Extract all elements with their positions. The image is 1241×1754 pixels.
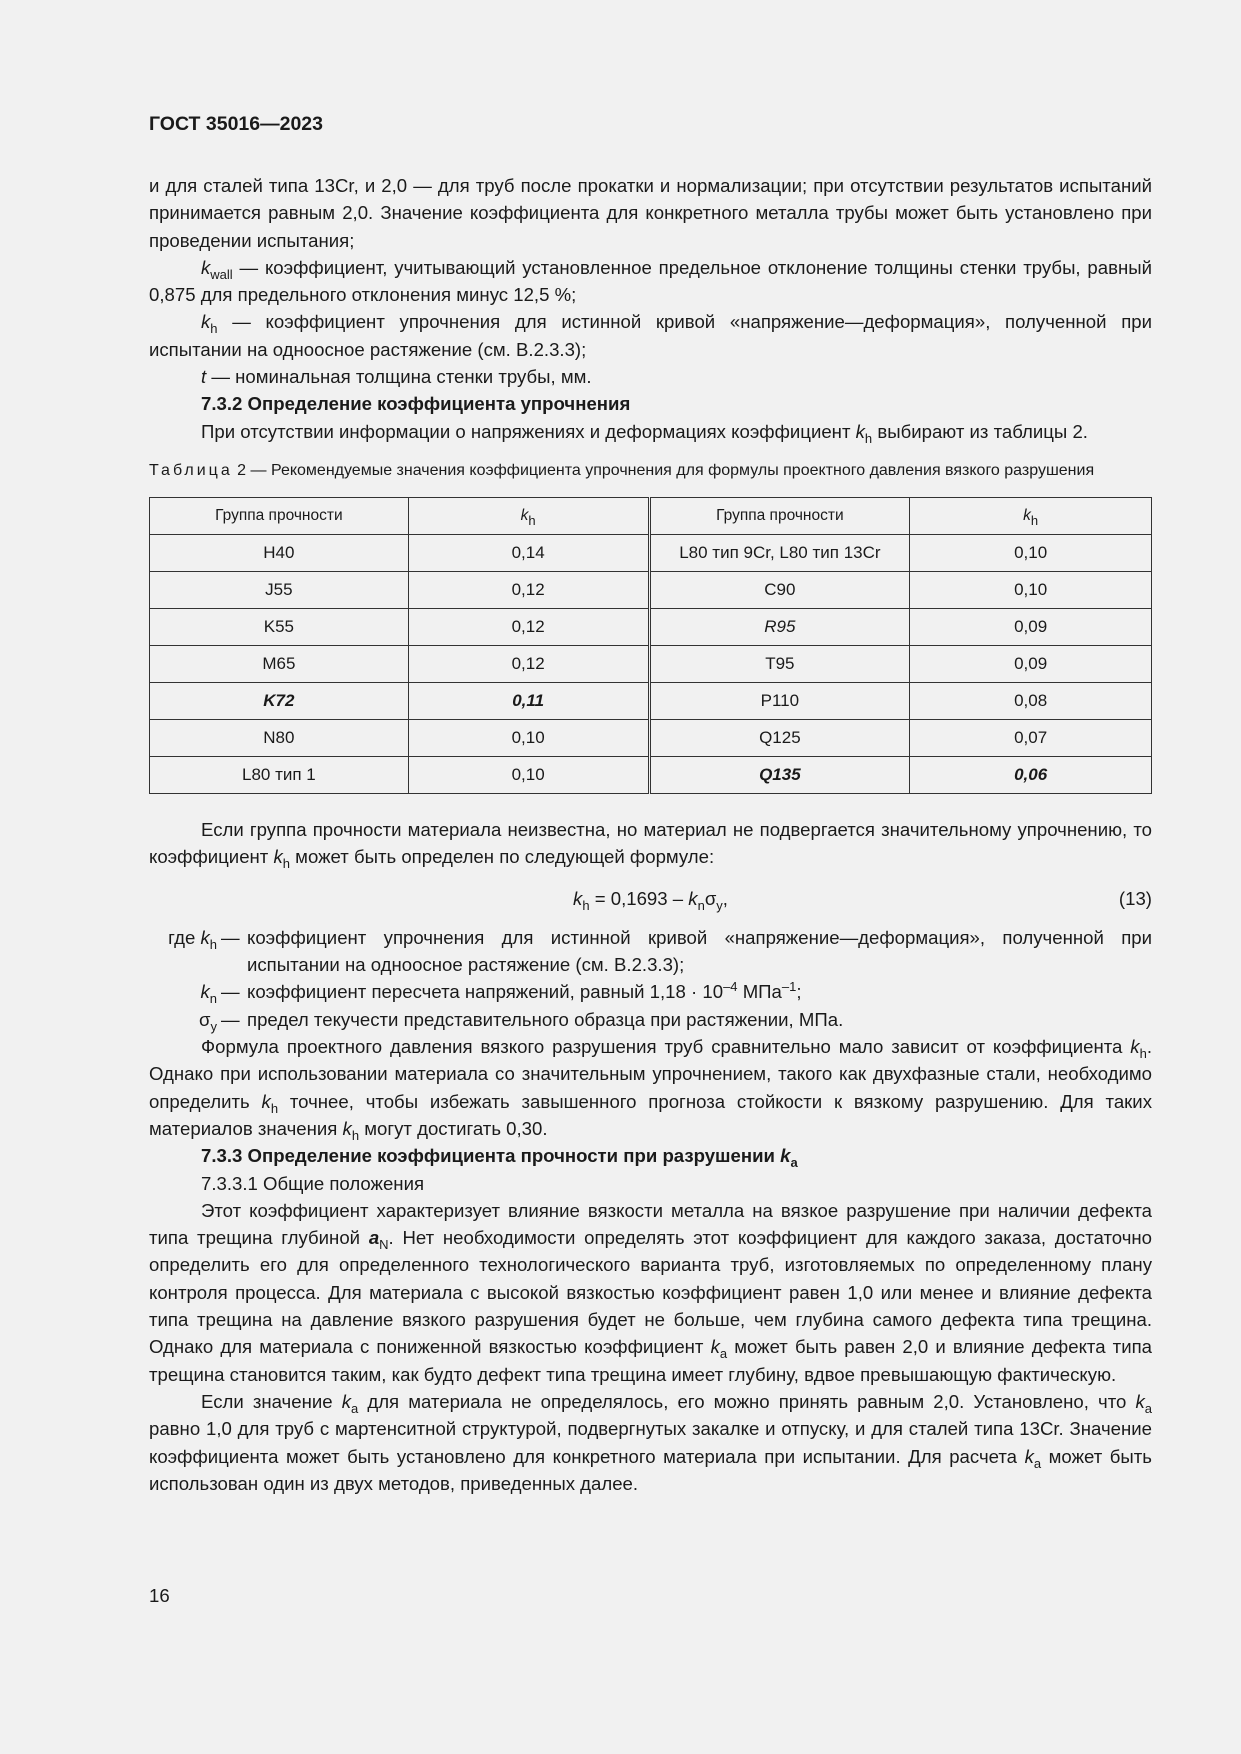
column-header: Группа прочности — [649, 497, 910, 534]
column-header: $k_h$ — [910, 497, 1152, 534]
kh-value-cell: 0,10 — [910, 571, 1152, 608]
kh-value-cell: 0,08 — [910, 682, 1152, 719]
paragraph: и для сталей типа 13Cr, и 2,0 — для труб после прокатки и нормализации; при отсутствии результатов испытаний принимается равным 2,0. Значение коэффициента для конкретного металла трубы может быть установлено при проведении испытания; — [149, 175, 1152, 251]
strength-group-cell: K55 — [150, 608, 409, 645]
kh-value-cell: 0,06 — [910, 756, 1152, 793]
definition: коэффициент пересчета напряжений, равный $1,18 \cdot 10^{-4}$ МПа$^{-1}$; — [247, 979, 802, 1003]
paragraph: Если значение $k_a$ для материала не определялось, его можно принять равным 2,0. Установлено, что $k_a$ равно 1,0 для труб с мартенситной структурой, подвергнутых закалке и отпуску, и для сталей типа 13Cr. Значение коэффициента может быть установлено для конкретного материала при испытании. Для расчета $k_a$ может быть использован один из двух методов, приведенных далее. — [149, 1390, 1152, 1494]
kh-value-cell: 0,10 — [408, 756, 649, 793]
strength-group-cell: Q135 — [649, 756, 910, 793]
kh-value-cell: 0,12 — [408, 571, 649, 608]
kh-value-cell: 0,10 — [408, 719, 649, 756]
hardening-coefficient-table — [149, 497, 1152, 794]
formula-13: $k_h = 0,1693 - k_n\sigma_y$, (13) — [149, 885, 1152, 912]
strength-group-cell: T95 — [649, 645, 910, 682]
strength-group-cell: K72 — [150, 682, 409, 719]
strength-group-cell: L80 тип 1 — [150, 756, 409, 793]
table-row — [150, 719, 1152, 756]
table-row — [150, 571, 1152, 608]
table-header-row — [150, 497, 1152, 534]
paragraph: t — номинальная толщина стенки трубы, мм. — [201, 366, 592, 388]
paragraph: Формула проектного давления вязкого разрушения труб сравнительно мало зависит от коэффициента $k_h$. Однако при использовании материала со значительным упрочнением, такого как двухфазные стали, необходимо определить $k_h$ точнее, чтобы избежать завышенного прогноза стойкости к вязкому разрушению. Для таких материалов значения $k_h$ могут достигать 0,30. — [149, 1036, 1152, 1143]
subsection-heading: 7.3.3.1 Общие положения — [201, 1172, 425, 1194]
strength-group-cell: H40 — [150, 534, 409, 571]
strength-group-cell: R95 — [649, 608, 910, 645]
section-heading: 7.3.2 Определение коэффициента упрочнения — [201, 393, 631, 415]
strength-group-cell: N80 — [150, 719, 409, 756]
kh-value-cell: 0,12 — [408, 608, 649, 645]
column-header: $k_h$ — [408, 497, 649, 534]
table-caption: Таблица 2 — Рекомендуемые значения коэффициента упрочнения для формулы проектного давления вязкого разрушения — [149, 461, 1095, 479]
definition: коэффициент упрочнения для истинной кривой «напряжение—деформация», полученной при испытании на одноосное растяжение (см. В.2.3.3); — [247, 926, 1152, 976]
paragraph: Если группа прочности материала неизвестна, но материал не подвергается значительному упрочнению, то коэффициент $k_h$ может быть определен по следующей формуле: — [149, 818, 1152, 872]
kh-value-cell: 0,11 — [408, 682, 649, 719]
kh-value-cell: 0,14 — [408, 534, 649, 571]
page-body — [149, 172, 1152, 1497]
equation-number: (13) — [1118, 887, 1152, 909]
symbol: $\sigma_y$ — [199, 1008, 217, 1034]
paragraph: При отсутствии информации о напряжениях и деформациях коэффициент $k_h$ выбирают из таблицы 2. — [201, 420, 1088, 446]
strength-group-cell: C90 — [649, 571, 910, 608]
kh-value-cell: 0,07 — [910, 719, 1152, 756]
strength-group-cell: Q125 — [649, 719, 910, 756]
column-header: Группа прочности — [150, 497, 409, 534]
document-header: ГОСТ 35016—2023 — [149, 113, 323, 135]
paragraph: Этот коэффициент характеризует влияние вязкости металла на вязкое разрушение при наличии дефекта типа трещина глубиной $a_N$. Нет необходимости определять этот коэффициент для каждого заказа, достаточно определить его для определенного технологического варианта труб, изготовляемых по определенному плану контроля процесса. Для материала с высокой вязкостью коэффициент равен 1,0 или менее и влияние дефекта типа трещина на давление вязкого разрушения будет не больше, чем глубина самого дефекта типа трещина. Однако для материала с пониженной вязкостью коэффициент $k_a$ может быть равен 2,0 и влияние дефекта типа трещина становится таким, как будто дефект типа трещина имеет глубину, вдвое превышающую фактическую. — [149, 1199, 1153, 1385]
paragraph: $k_h$ — коэффициент упрочнения для истинной кривой «напряжение—деформация», полученной при испытании на одноосное растяжение (см. В.2.3.3); — [149, 311, 1152, 360]
table-row — [150, 534, 1152, 571]
kh-value-cell: 0,09 — [910, 645, 1152, 682]
kh-value-cell: 0,10 — [910, 534, 1152, 571]
table-row — [150, 608, 1152, 645]
strength-group-cell: J55 — [150, 571, 409, 608]
symbol: $k_n$ — [200, 981, 217, 1007]
strength-group-cell: L80 тип 9Cr, L80 тип 13Cr — [649, 534, 910, 571]
symbol-definitions: где $k_h$ — коэффициент упрочнения для истинной кривой «напряжение—деформация», полученной при испытании на одноосное растяжение (см. В.2.3.3); $k_n$ — коэффициент пересчета напряжений, равный $1,18 \cdot 10^{-4}$ МПа$^{-1}$; $\sigma_y$ — предел текучести представительного образца при растяжении, МПа. — [149, 924, 1152, 1033]
kh-value-cell: 0,09 — [910, 608, 1152, 645]
table-row — [150, 756, 1152, 793]
paragraph: $k_{wall}$ — коэффициент, учитывающий установленное предельное отклонение толщины стенки трубы, равный 0,875 для предельного отклонения минус 12,5 %; — [149, 256, 1152, 306]
page-number: 16 — [149, 1585, 170, 1606]
symbol: где $k_h$ — [168, 926, 217, 952]
definition: предел текучести представительного образца при растяжении, МПа. — [247, 1008, 844, 1030]
strength-group-cell: P110 — [649, 682, 910, 719]
section-heading: 7.3.3 Определение коэффициента прочности при разрушении $k_a$ — [201, 1145, 798, 1171]
table-row — [150, 682, 1152, 719]
kh-value-cell: 0,12 — [408, 645, 649, 682]
strength-group-cell: M65 — [150, 645, 409, 682]
table-row — [150, 645, 1152, 682]
